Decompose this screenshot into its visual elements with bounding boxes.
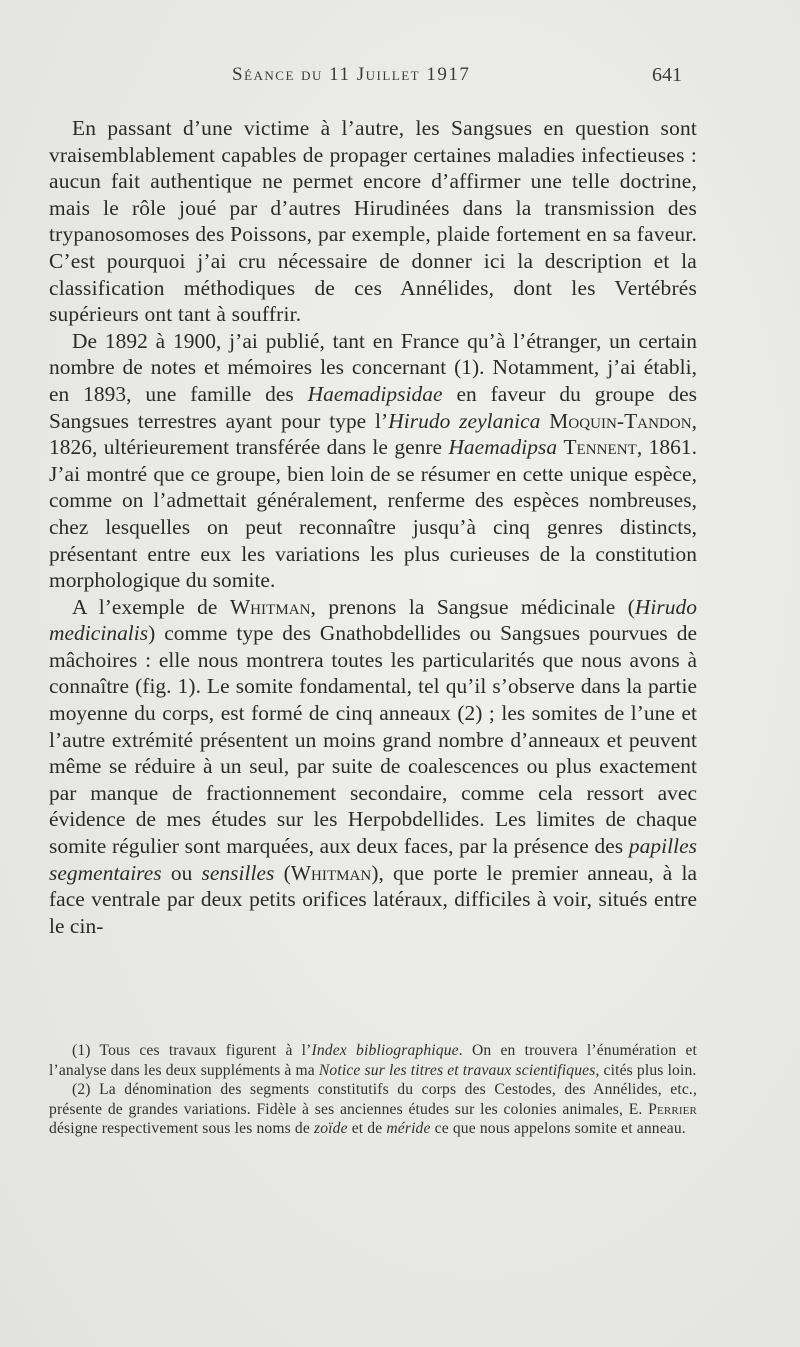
footnote-2-text-4: ce que nous appelons somite et anneau. [430, 1120, 686, 1137]
author-perrier: Perrier [648, 1100, 697, 1118]
paragraph-2-text-1: De 1892 à 1900, j’ai publié, tant en France qu’à l’étranger, un certain nombre de notes et mémoires les concernant (1). Notamment, j’ai établi, en 1893, une famille des [49, 328, 697, 406]
paragraph-2-text-3: , 1826, ultérieurement transférée dans le genre [49, 408, 698, 460]
author-whitman: Whitman [229, 594, 311, 619]
paragraph-2-text-4: , 1861. J’ai montré que ce groupe, bien loin de se résumer en cette unique espèce, comme on l’admettait généralement, renferme des espèces nombreuses, chez lesquelles on peut reconnaître jusqu’à cinq genres distincts, présentant entre eux les variations les plus curieuses de la constitution morphologique du somite. [49, 435, 697, 593]
paragraph-3-text-6: ), que porte le premier anneau, à la face ventrale par deux petits orifices latéraux, difficiles à voir, situés entre le cin- [49, 860, 697, 938]
taxon-hirudo-zeylanica: Hirudo zeylanica [388, 408, 541, 433]
footnote-1-text-3: , cités plus loin. [595, 1061, 697, 1079]
taxon-hirudo-medicinalis: Hirudo medicinalis [49, 594, 697, 646]
paragraph-3-text-5: ( [274, 860, 291, 885]
running-head [0, 64, 800, 94]
taxon-haemadipsa: Haemadipsa [448, 435, 558, 460]
footnote-1 [49, 1041, 697, 1080]
footnotes [49, 1041, 697, 1139]
footnote-1-text-2: . On en trouvera l’énumération et l’analyse dans les deux suppléments à ma [49, 1042, 697, 1079]
footnote-2-text-1: (2) La dénomination des segments constitutifs du corps des Cestodes, des Annélides, etc., présente de grandes variations. Fidèle à ses anciennes études sur les colonies animales, E. [49, 1081, 697, 1118]
term-papilles-segmentaires: papilles segmentaires [49, 834, 697, 885]
author-tennent: Tennent [563, 435, 637, 460]
term-meride: méride [386, 1120, 431, 1137]
footnote-1-italic-2: Notice sur les titres et travaux scientifiques [318, 1061, 596, 1079]
footnote-1-italic-1: Index bibliographique [311, 1042, 459, 1059]
term-sensilles: sensilles [201, 860, 275, 885]
paragraph-2-text-2: en faveur du groupe des Sangsues terrestres ayant pour type l’ [49, 381, 697, 433]
author-moquin-tandon: Moquin-Tandon [549, 408, 692, 433]
running-title: Séance du 11 Juillet 1917 [232, 64, 471, 85]
footnote-1-text-1: (1) Tous ces travaux figurent à l’ [72, 1042, 312, 1059]
paragraph-3 [49, 594, 697, 940]
paragraph-1-text: En passant d’une victime à l’autre, les Sangsues en question sont vraisemblablement capables de propager certaines maladies infectieuses : aucun fait authentique ne permet encore d’affirmer une telle doctrine, mais le rôle joué par d’autres Hirudinées dans la transmission des trypanosomoses des Poissons, par exemple, plaide fortement en sa faveur. C’est pourquoi j’ai cru nécessaire de donner ici la description et la classification méthodiques de ces Annélides, dont les Vertébrés supérieurs ont tant à souffrir. [49, 116, 697, 327]
author-whitman-2: Whitman [290, 860, 372, 885]
paragraph-3-text-3: ) comme type des Gnathobdellides ou Sangsues pourvues de mâchoires : elle nous montrera toutes les particularités que nous avons à connaître (fig. 1). Le somite fondamental, tel qu’il s’observe dans la partie moyenne du corps, est formé de cinq anneaux (2) ; les somites de l’une et l’autre extrémité présentent un moins grand nombre d’anneaux et peuvent même se réduire à un seul, par suite de coalescences ou plus exactement par manque de fractionnement secondaire, comme cela ressort avec évidence de mes études sur les Herpobdellides. Les limites de chaque somite régulier sont marquées, aux deux faces, par la présence des [49, 621, 697, 859]
taxon-haemadipsidae: Haemadipsidae [307, 381, 443, 406]
paragraph-2 [49, 328, 697, 594]
footnote-2-text-3: et de [347, 1120, 387, 1137]
paragraph-1 [49, 115, 697, 328]
main-text [49, 115, 697, 939]
paragraph-3-text-2: , prenons la Sangsue médicinale ( [310, 594, 635, 619]
footnote-2 [49, 1080, 697, 1139]
paragraph-3-text-1: A l’exemple de [72, 594, 230, 619]
term-zoide: zoïde [313, 1120, 348, 1137]
paragraph-3-text-4: ou [161, 860, 202, 885]
page-number: 641 [652, 64, 682, 86]
footnote-2-text-2: désigne respectivement sous les noms de [49, 1120, 314, 1137]
